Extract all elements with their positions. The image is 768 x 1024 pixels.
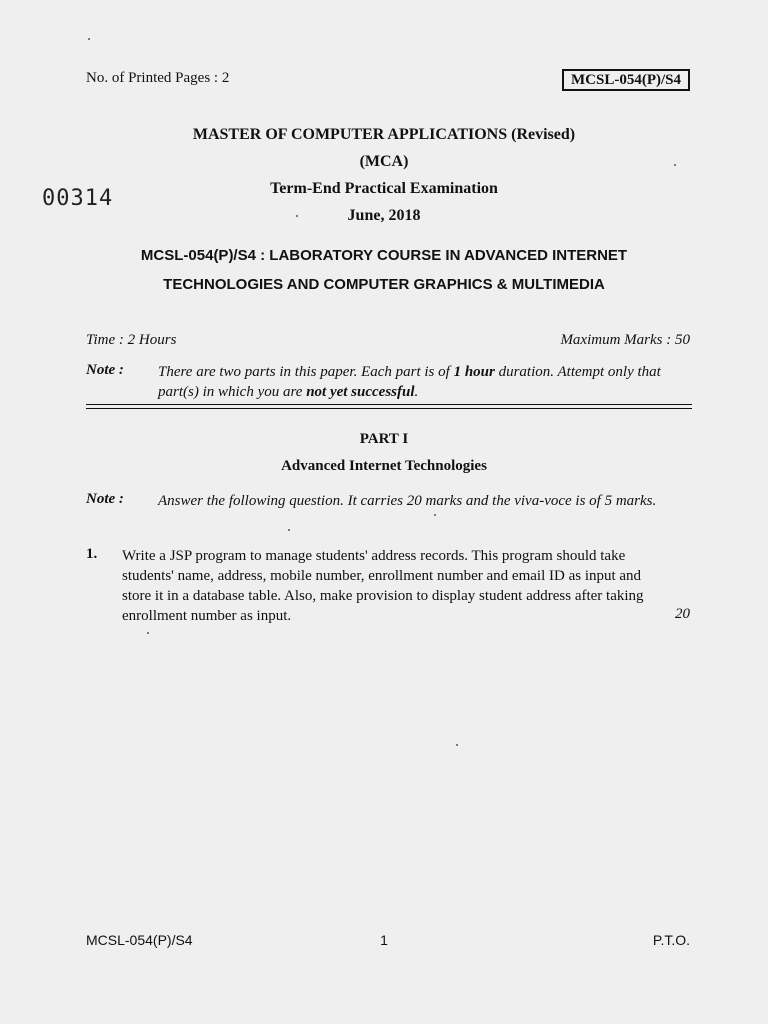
scan-speck (296, 215, 298, 217)
exam-name: Term-End Practical Examination (270, 180, 498, 197)
stamp-number: 00314 (42, 186, 114, 211)
time-allowed: Time : 2 Hours (86, 332, 177, 348)
course-title-line-2: TECHNOLOGIES AND COMPUTER GRAPHICS & MULTIMEDIA (163, 276, 605, 293)
part-title: PART I (359, 431, 409, 447)
divider-rule (86, 404, 692, 405)
course-title-line-1: MCSL-054(P)/S4 : LABORATORY COURSE IN ADVANCED INTERNET (140, 247, 628, 264)
question-text: Write a JSP program to manage students' address records. This program should take students' name, address, mobile number, enrollment number and email ID as input and store it in a database table. Also, make provision to display student address after taking enrollment number as input. (122, 548, 644, 624)
scan-speck (147, 632, 149, 634)
footer-paper-code: MCSL-054(P)/S4 (86, 932, 193, 948)
footer-pto: P.T.O. (652, 932, 690, 948)
programme-abbreviation: (MCA) (359, 153, 409, 170)
note-label: Note : (86, 362, 124, 378)
exam-date: June, 2018 (347, 207, 421, 224)
paper-code-box: MCSL-054(P)/S4 (562, 69, 690, 91)
programme-title: MASTER OF COMPUTER APPLICATIONS (Revised) (192, 126, 576, 143)
scan-speck (456, 744, 458, 746)
scan-speck (434, 514, 436, 516)
printed-pages-count: No. of Printed Pages : 2 (86, 70, 230, 86)
part-subject: Advanced Internet Technologies (281, 458, 487, 474)
scan-speck (88, 38, 90, 40)
question-number: 1. (86, 546, 98, 562)
note-emphasis-duration: 1 hour (453, 364, 495, 380)
scan-speck (674, 164, 676, 166)
scan-speck (288, 529, 290, 531)
note-text: Answer the following question. It carries 20 marks and the viva-voce is of 5 marks. (158, 493, 657, 509)
maximum-marks: Maximum Marks : 50 (560, 332, 690, 348)
note-text: There are two parts in this paper. Each part is of 1 hour duration. Attempt only that part(s) in which you are not yet successful. (158, 364, 661, 400)
note-emphasis-status: not yet successful (306, 384, 415, 400)
note-label: Note : (86, 491, 124, 507)
question-marks: 20 (675, 606, 690, 622)
footer-page-number: 1 (380, 932, 388, 948)
divider-rule (86, 408, 692, 409)
